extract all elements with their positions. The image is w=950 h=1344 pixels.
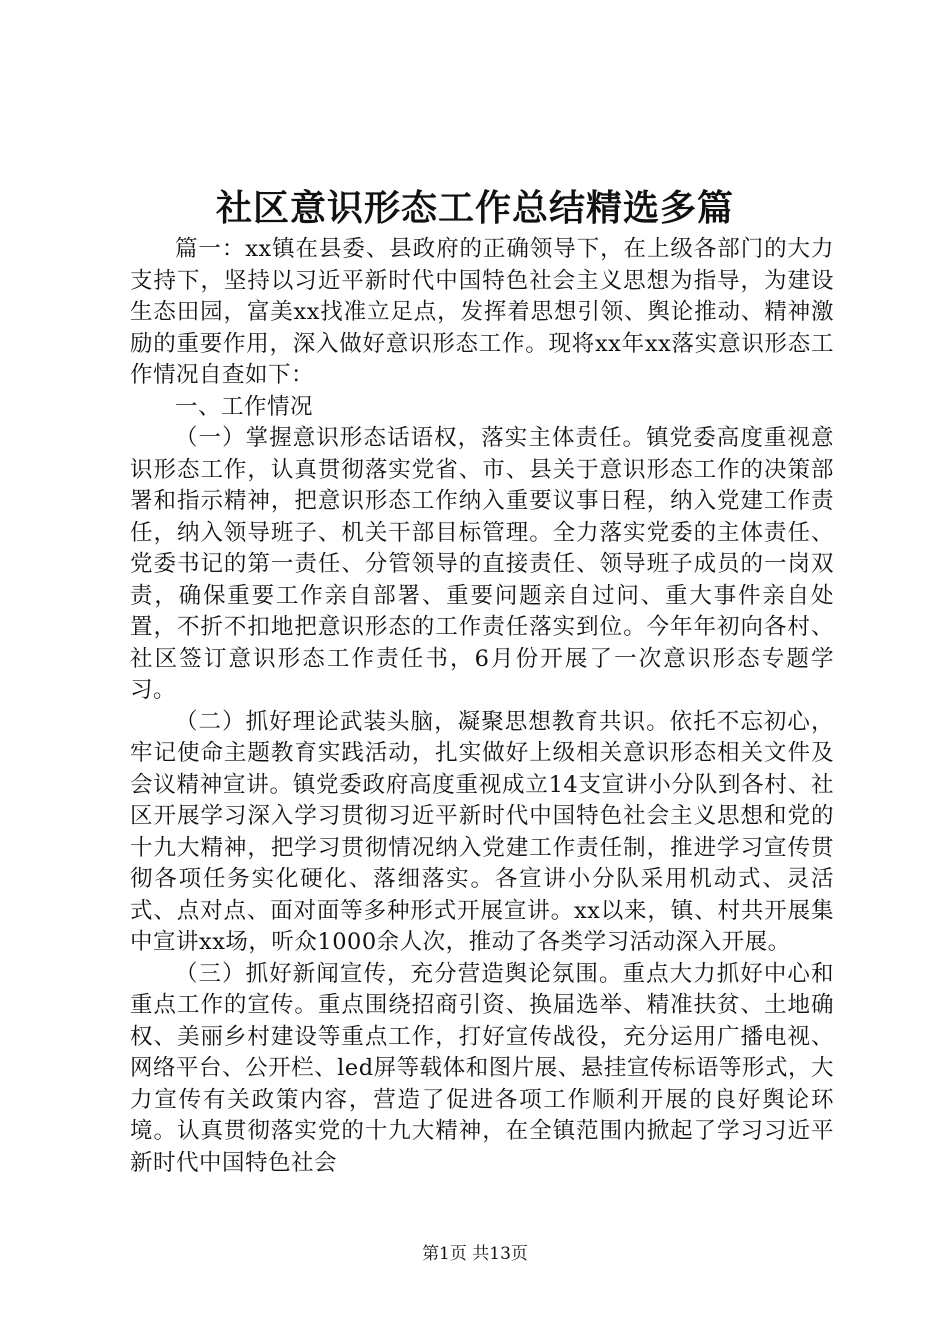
paragraph-intro: 篇一：xx镇在县委、县政府的正确领导下，在上级各部门的大力支持下，坚持以习近平新时代中国特色社会主义思想为指导，为建设生态田园，富美xx找准立足点，发挥着思想引领、舆论推动、精神激励的重要作用，深入做好意识形态工作。现将xx年xx落实意识形态工作情况自查如下： — [130, 236, 834, 388]
paragraph-section-3: （三）抓好新闻宣传，充分营造舆论氛围。重点大力抓好中心和重点工作的宣传。重点围绕招商引资、换届选举、精准扶贫、土地确权、美丽乡村建设等重点工作，打好宣传战役，充分运用广播电视、网络平台、公开栏、led屏等载体和图片展、悬挂宣传标语等形式，大力宣传有关政策内容，营造了促进各项工作顺利开展的良好舆论环境。认真贯彻落实党的十九大精神，在全镇范围内掀起了学习习近平新时代中国特色社会 — [130, 960, 834, 1176]
document-body — [130, 234, 834, 1179]
document-title: 社区意识形态工作总结精选多篇 — [215, 187, 734, 229]
page-footer: 第1页 共13页 — [422, 1244, 528, 1264]
paragraph-section-2: （二）抓好理论武装头脑，凝聚思想教育共识。依托不忘初心，牢记使命主题教育实践活动，扎实做好上级相关意识形态相关文件及会议精神宣讲。镇党委政府高度重视成立14支宣讲小分队到各村、社区开展学习深入学习贯彻习近平新时代中国特色社会主义思想和党的十九大精神，把学习贯彻情况纳入党建工作责任制，推进学习宣传贯彻各项任务实化硬化、落细落实。各宣讲小分队采用机动式、灵活式、点对点、面对面等多种形式开展宣讲。xx以来，镇、村共开展集中宣讲xx场，听众1000余人次，推动了各类学习活动深入开展。 — [130, 708, 834, 955]
paragraph-section-1: （一）掌握意识形态话语权，落实主体责任。镇党委高度重视意识形态工作，认真贯彻落实党省、市、县关于意识形态工作的决策部署和指示精神，把意识形态工作纳入重要议事日程，纳入党建工作责任，纳入领导班子、机关干部目标管理。全力落实党委的主体责任、党委书记的第一责任、分管领导的直接责任、领导班子成员的一岗双责，确保重要工作亲自部署、重要问题亲自过问、重大事件亲自处置，不折不扣地把意识形态的工作责任落实到位。今年年初向各村、社区签订意识形态工作责任书，6月份开展了一次意识形态专题学习。 — [130, 425, 834, 703]
section-heading: 一、工作情况 — [175, 393, 314, 420]
